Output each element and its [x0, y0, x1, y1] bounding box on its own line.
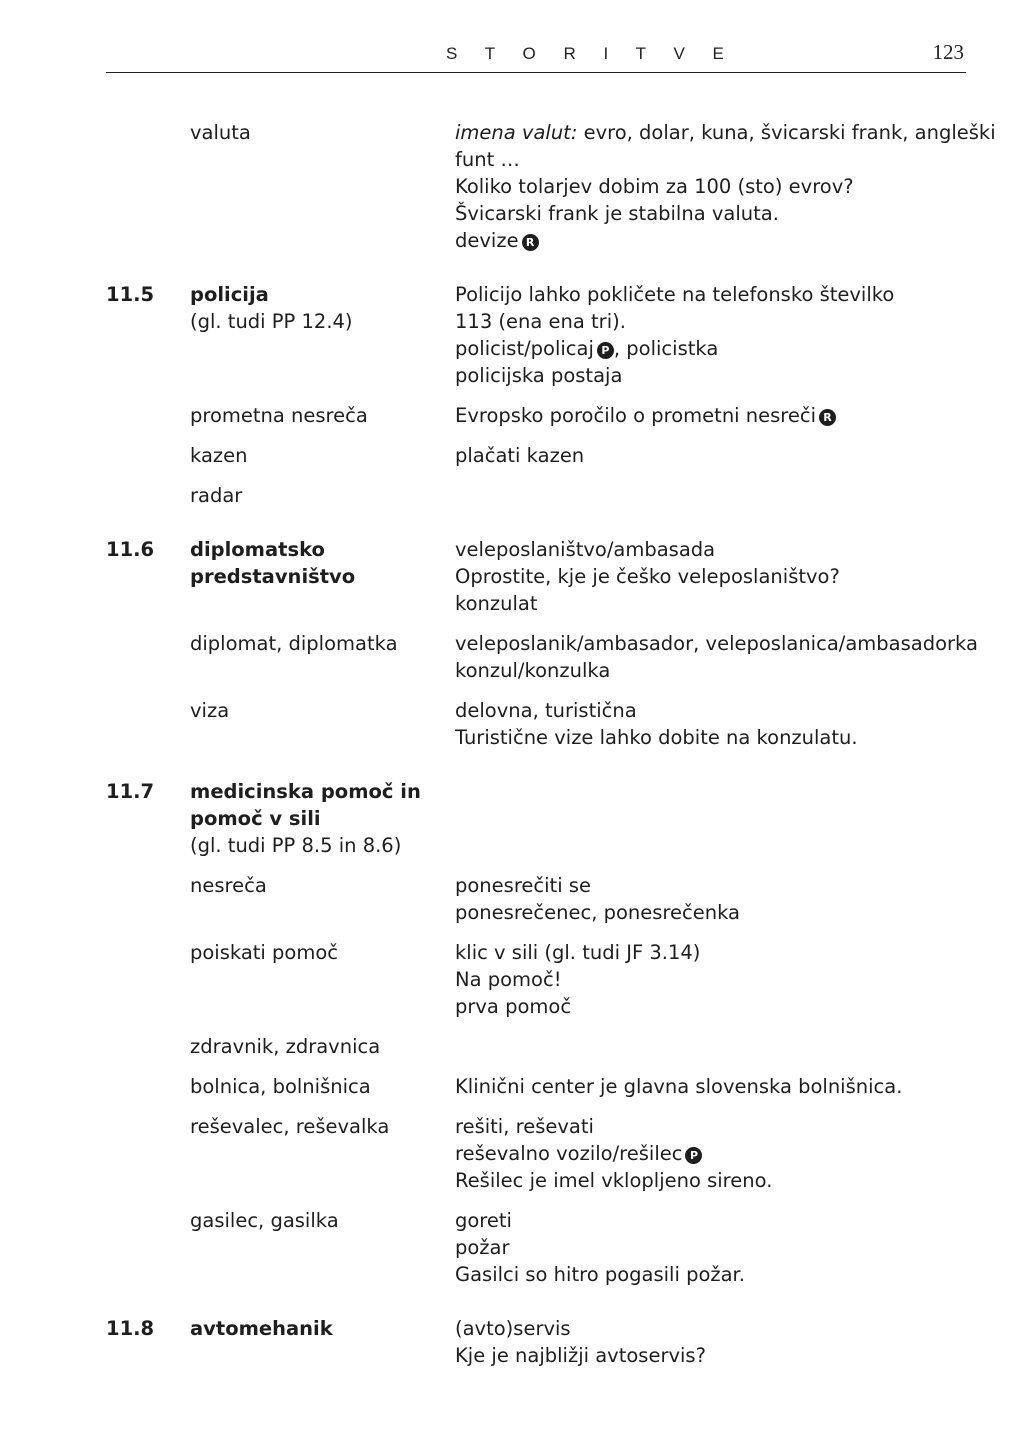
- section-title: policija: [190, 283, 269, 306]
- term-resevalec: reševalec, reševalka: [190, 1115, 390, 1138]
- example-line: prva pomoč: [455, 995, 572, 1018]
- example-italic: imena valut:: [455, 121, 578, 144]
- term-gasilec: gasilec, gasilka: [190, 1209, 339, 1232]
- example-line: 113 (ena ena tri).: [455, 310, 626, 333]
- example-line: policijska postaja: [455, 364, 623, 387]
- running-header-title: S T O R I T V E: [446, 44, 736, 63]
- term-bolnica: bolnica, bolnišnica: [190, 1075, 371, 1098]
- example-line: klic v sili (gl. tudi JF 3.14): [455, 941, 701, 964]
- example-line: Klinični center je glavna slovenska bolnišnica.: [455, 1075, 903, 1098]
- example-line: plačati kazen: [455, 444, 585, 467]
- example-line: delovna, turistična: [455, 699, 637, 722]
- example-text: , policistka: [613, 337, 719, 360]
- example-line: [455, 119, 996, 146]
- example-line: [455, 335, 718, 362]
- example-line: [455, 227, 539, 254]
- example-line: Turistične vize lahko dobite na konzulatu.: [455, 726, 858, 749]
- example-line: Koliko tolarjev dobim za 100 (sto) evrov?: [455, 175, 854, 198]
- term-zdravnik: zdravnik, zdravnica: [190, 1035, 381, 1058]
- example-line: Na pomoč!: [455, 968, 562, 991]
- example-line: Policijo lahko pokličete na telefonsko številko: [455, 283, 895, 306]
- example-text: reševalno vozilo/rešilec: [455, 1142, 683, 1165]
- term-poiskati-pomoc: poiskati pomoč: [190, 941, 339, 964]
- section-reference: (gl. tudi PP 8.5 in 8.6): [190, 834, 402, 857]
- example-text: evro, dolar, kuna, švicarski frank, angleški: [577, 121, 996, 144]
- term-prometna-nesreca: prometna nesreča: [190, 404, 368, 427]
- example-line: ponesrečiti se: [455, 874, 591, 897]
- example-line: [455, 1140, 702, 1167]
- example-text: devize: [455, 229, 519, 252]
- term-valuta: valuta: [190, 121, 251, 144]
- example-line: Kje je najbližji avtoservis?: [455, 1344, 706, 1367]
- section-title: medicinska pomoč in: [190, 780, 421, 803]
- example-line: konzul/konzulka: [455, 659, 611, 682]
- register-badge-icon: P: [685, 1147, 702, 1164]
- section-title: predstavništvo: [190, 565, 356, 588]
- term-kazen: kazen: [190, 444, 248, 467]
- example-line: Oprostite, kje je češko veleposlaništvo?: [455, 565, 840, 588]
- section-number: 11.5: [106, 283, 155, 306]
- example-line: požar: [455, 1236, 510, 1259]
- example-line: veleposlanik/ambasador, veleposlanica/ambasadorka: [455, 632, 978, 655]
- section-title: pomoč v sili: [190, 807, 321, 830]
- section-reference: (gl. tudi PP 12.4): [190, 310, 353, 333]
- example-line: [455, 402, 836, 429]
- example-line: veleposlaništvo/ambasada: [455, 538, 716, 561]
- example-text: Evropsko poročilo o prometni nesreči: [455, 404, 817, 427]
- example-text: policist/policaj: [455, 337, 594, 360]
- example-line: Rešilec je imel vklopljeno sireno.: [455, 1169, 773, 1192]
- term-nesreca: nesreča: [190, 874, 267, 897]
- section-number: 11.8: [106, 1317, 155, 1340]
- section-number: 11.7: [106, 780, 155, 803]
- example-line: konzulat: [455, 592, 538, 615]
- header-rule: [106, 72, 966, 73]
- term-diplomat: diplomat, diplomatka: [190, 632, 398, 655]
- term-radar: radar: [190, 484, 243, 507]
- example-line: (avto)servis: [455, 1317, 571, 1340]
- example-line: Švicarski frank je stabilna valuta.: [455, 202, 779, 225]
- register-badge-icon: P: [597, 342, 614, 359]
- register-badge-icon: R: [819, 409, 836, 426]
- page-number: 123: [932, 40, 964, 64]
- section-number: 11.6: [106, 538, 155, 561]
- example-line: funt …: [455, 148, 520, 171]
- term-viza: viza: [190, 699, 230, 722]
- example-line: ponesrečenec, ponesrečenka: [455, 901, 740, 924]
- section-title: avtomehanik: [190, 1317, 333, 1340]
- example-line: goreti: [455, 1209, 512, 1232]
- example-line: Gasilci so hitro pogasili požar.: [455, 1263, 745, 1286]
- register-badge-icon: R: [522, 234, 539, 251]
- section-title: diplomatsko: [190, 538, 325, 561]
- example-line: rešiti, reševati: [455, 1115, 594, 1138]
